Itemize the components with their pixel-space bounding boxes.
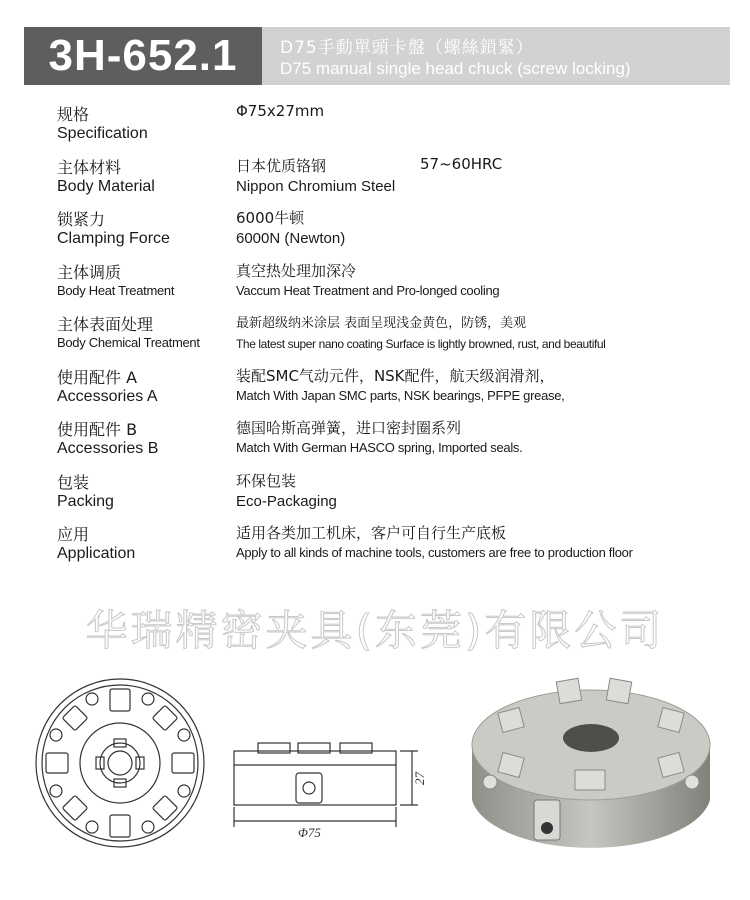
spec-value-en: Nippon Chromium Steel [236, 178, 396, 195]
spec-value-en: Vaccum Heat Treatment and Pro-longed cooling [236, 283, 500, 298]
spec-row-chemical-treatment [0, 312, 750, 362]
spec-label-zh: 主体材料 [57, 158, 122, 177]
spec-value-zh: 德国哈斯高弹簧，进口密封圈系列 [236, 419, 462, 437]
spec-value-zh: 6000牛顿 [236, 209, 305, 227]
spec-label-zh: 包装 [57, 473, 90, 492]
outer-circle [36, 679, 204, 847]
spec-row-application [0, 522, 750, 572]
spec-label-en: Accessories A [57, 388, 158, 405]
spec-label-zh: 锁紧力 [57, 210, 106, 229]
spec-label-en: Application [57, 545, 136, 562]
spec-label-zh: 使用配件 B [57, 420, 138, 439]
top-view-drawing [32, 675, 208, 851]
spec-value-en: Apply to all kinds of machine tools, customers are free to production floor [236, 545, 633, 560]
side-view-drawing [228, 735, 428, 845]
spec-label-zh: 规格 [57, 105, 90, 124]
spec-value-zh: 最新超级纳米涂层 表面呈现浅金黄色，防锈，美观 [236, 316, 527, 331]
spec-row-accessories-b [0, 417, 750, 467]
spec-label-en: Body Chemical Treatment [57, 335, 200, 350]
spec-row-packing [0, 470, 750, 520]
spec-row-specification [0, 102, 750, 152]
spec-label-zh: 主体调质 [57, 263, 122, 282]
company-watermark: 华瑞精密夹具(东莞)有限公司 [85, 606, 665, 655]
spec-label-en: Body Material [57, 178, 155, 195]
spec-label-zh: 使用配件 A [57, 368, 138, 387]
spec-label-en: Clamping Force [57, 230, 170, 247]
spec-value-en: 6000N (Newton) [236, 230, 346, 247]
dim-height: 27 [412, 772, 427, 785]
spec-value-zh: 日本优质铬钢 [236, 157, 327, 175]
model-number: 3H-652.1 [24, 27, 262, 85]
spec-value-zh: 装配SMC气动元件，NSK配件，航天级润滑剂， [236, 367, 555, 385]
header-banner [24, 27, 730, 85]
title-english: D75 manual single head chuck (screw locking) [280, 59, 631, 78]
product-photo [460, 670, 722, 870]
spec-row-heat-treatment [0, 260, 750, 310]
spec-label-en: Body Heat Treatment [57, 283, 175, 298]
spec-value: Φ75x27mm [236, 102, 325, 120]
title-chinese: D75手動單頭卡盤（螺絲鎖緊） [280, 38, 534, 58]
spec-row-clamping-force [0, 207, 750, 257]
spec-label-en: Accessories B [57, 440, 159, 457]
spec-value-en: The latest super nano coating Surface is lightly browned, rust, and beautiful [236, 337, 606, 351]
spec-label-zh: 应用 [57, 525, 90, 544]
spec-value-hardness: 57~60HRC [420, 155, 503, 173]
spec-value-en: Eco-Packaging [236, 493, 337, 510]
spec-value-en: Match With German HASCO spring, Imported seals. [236, 440, 523, 455]
dim-diameter: Φ75 [298, 825, 321, 840]
spec-value-en: Match With Japan SMC parts, NSK bearings, PFPE grease, [236, 388, 565, 403]
spec-label-zh: 主体表面处理 [57, 315, 154, 334]
spec-value-zh: 真空热处理加深冷 [236, 262, 357, 280]
spec-value-zh: 适用各类加工机床，客户可自行生产底板 [236, 524, 507, 542]
spec-label-en: Specification [57, 125, 148, 142]
spec-row-accessories-a [0, 365, 750, 415]
spec-row-body-material [0, 155, 750, 205]
spec-value-zh: 环保包装 [236, 472, 297, 490]
spec-label-en: Packing [57, 493, 114, 510]
